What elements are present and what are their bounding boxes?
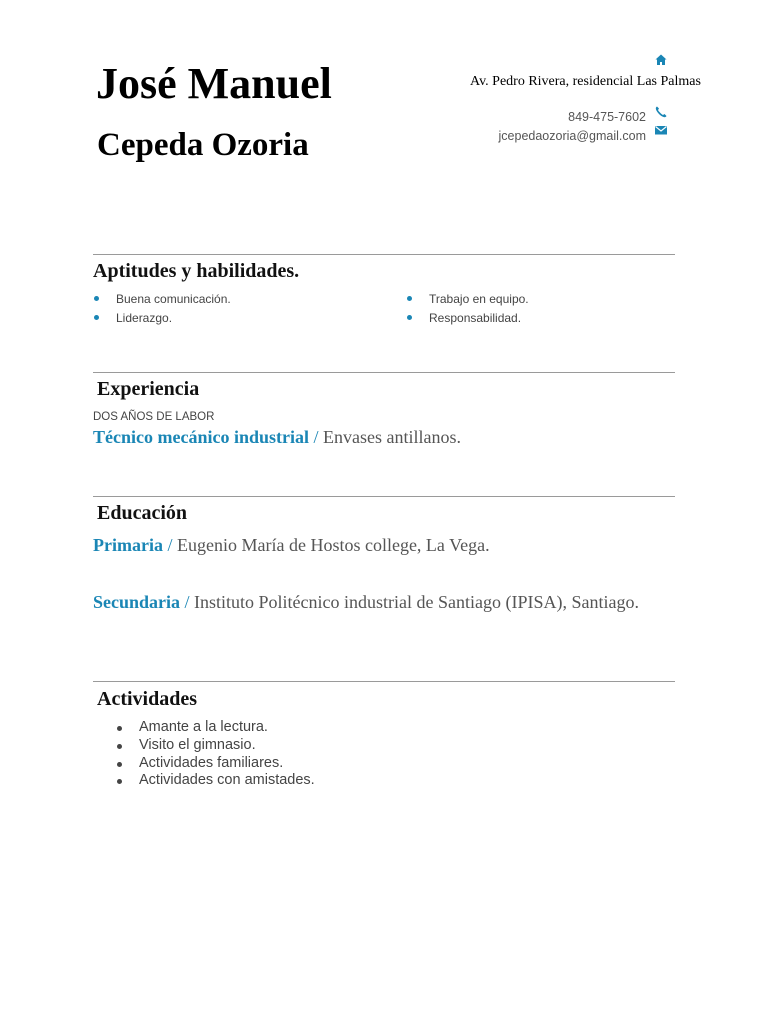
skills-title: Aptitudes y habilidades.: [93, 260, 300, 282]
first-name: José Manuel: [96, 59, 332, 108]
list-item: Liderazgo.: [93, 309, 393, 328]
list-item: Actividades con amistades.: [115, 772, 515, 790]
job-title: Técnico mecánico industrial: [93, 427, 309, 447]
school-name: Eugenio María de Hostos college, La Vega.: [177, 535, 490, 555]
activities-list: [115, 719, 515, 790]
employer: Envases antillanos.: [323, 427, 461, 447]
experience-subhead: DOS AÑOS DE LABOR: [93, 411, 215, 423]
divider: [93, 254, 675, 255]
phone-icon: [654, 105, 668, 119]
address-text: Av. Pedro Rivera, residencial Las Palmas: [470, 74, 701, 89]
list-item: Actividades familiares.: [115, 755, 515, 773]
experience-entry: [93, 426, 675, 448]
education-title: Educación: [97, 502, 188, 524]
experience-title: Experiencia: [97, 378, 200, 400]
last-name: Cepeda Ozoria: [97, 127, 309, 163]
education-entry: [93, 591, 653, 613]
separator: /: [313, 427, 319, 447]
skills-list-left: [93, 290, 393, 327]
activities-title: Actividades: [97, 688, 197, 710]
education-entry: [93, 534, 675, 556]
phone-text: 849-475-7602: [568, 110, 646, 124]
list-item: Buena comunicación.: [93, 290, 393, 309]
list-item: Trabajo en equipo.: [406, 290, 666, 309]
list-item: Visito el gimnasio.: [115, 737, 515, 755]
list-item: Responsabilidad.: [406, 309, 666, 328]
school-name: Instituto Politécnico industrial de Santiago (IPISA), Santiago.: [194, 592, 639, 612]
education-level: Secundaria: [93, 592, 181, 612]
divider: [93, 681, 675, 682]
home-icon: [654, 53, 668, 67]
divider: [93, 372, 675, 373]
separator: /: [184, 592, 190, 612]
education-level: Primaria: [93, 535, 163, 555]
skills-list-right: [406, 290, 666, 327]
list-item: Amante a la lectura.: [115, 719, 515, 737]
email-text[interactable]: jcepedaozoria@gmail.com: [498, 129, 646, 143]
separator: /: [167, 535, 173, 555]
divider: [93, 496, 675, 497]
mail-icon: [654, 123, 668, 137]
